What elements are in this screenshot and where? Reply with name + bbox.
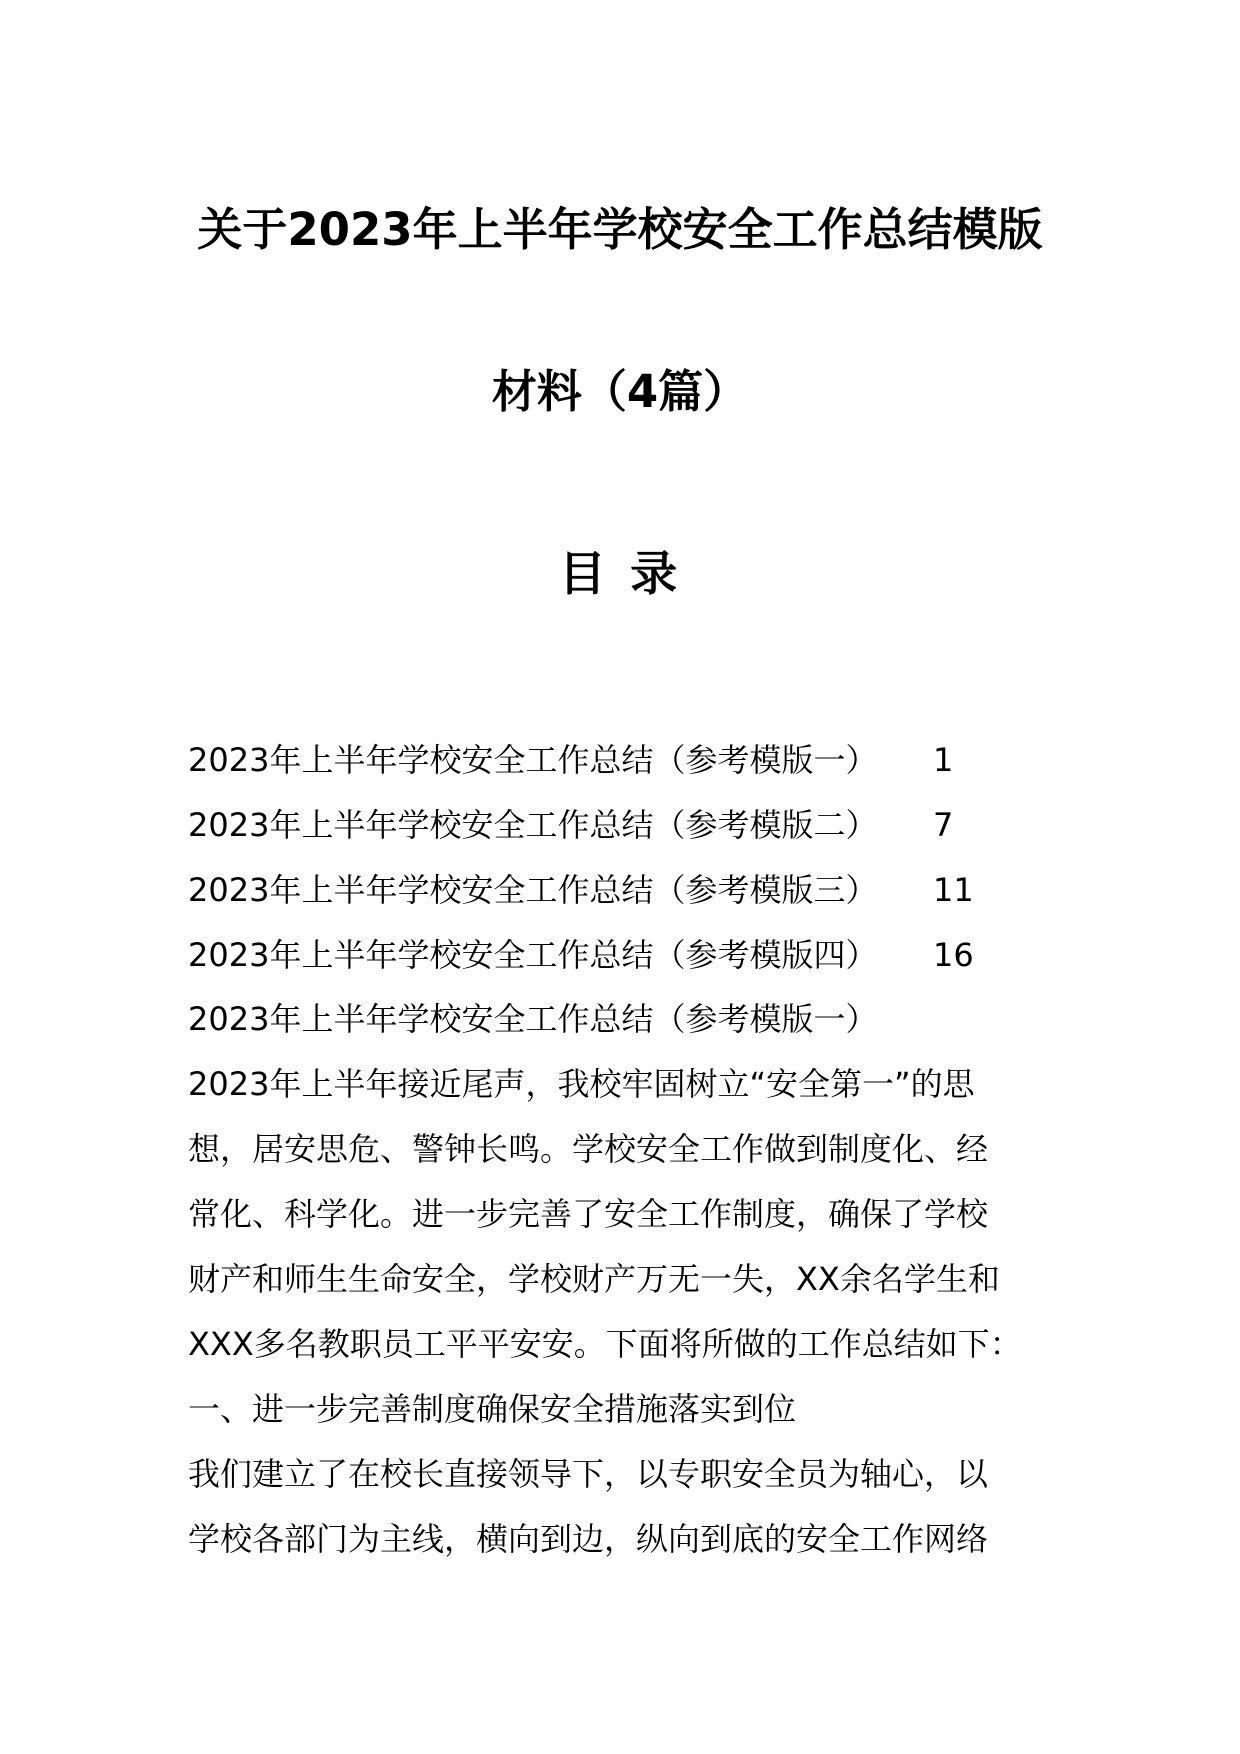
paragraph-line: 我们建立了在校长直接领导下，以专职安全员为轴心，以: [188, 1455, 989, 1493]
paragraph-line: 想，居安思危、警钟长鸣。学校安全工作做到制度化、经: [188, 1130, 989, 1168]
section-heading: 2023年上半年学校安全工作总结（参考模版一）: [188, 1000, 878, 1038]
toc-entry-page: 11: [933, 871, 974, 909]
toc-heading: 目 录: [558, 547, 682, 602]
toc-entry-page: 1: [933, 741, 954, 779]
paragraph-line: 2023年上半年接近尾声，我校牢固树立“安全第一”的思: [188, 1065, 975, 1103]
toc-entry-title: 2023年上半年学校安全工作总结（参考模版四）: [188, 936, 878, 974]
toc-entry-title: 2023年上半年学校安全工作总结（参考模版二）: [188, 806, 878, 844]
table-of-contents: [188, 728, 1048, 988]
document-title-line-1: 关于2023年上半年学校安全工作总结模版: [197, 203, 1043, 256]
toc-entry-title: 2023年上半年学校安全工作总结（参考模版一）: [188, 741, 878, 779]
toc-entry[interactable]: [188, 728, 1048, 793]
toc-entry-page: 7: [933, 806, 954, 844]
document-title-line-2: 材料（4篇）: [491, 365, 749, 418]
paragraph-line: 财产和师生生命安全，学校财产万无一失，XX余名学生和: [188, 1260, 1000, 1298]
toc-entry[interactable]: [188, 923, 1048, 988]
subsection-heading: 一、进一步完善制度确保安全措施落实到位: [188, 1390, 797, 1428]
paragraph-line: 学校各部门为主线，横向到边，纵向到底的安全工作网络: [188, 1520, 989, 1558]
paragraph-line: XXX多名教职员工平平安安。下面将所做的工作总结如下：: [188, 1325, 1022, 1363]
toc-entry-page: 16: [933, 936, 974, 974]
toc-entry[interactable]: [188, 793, 1048, 858]
paragraph-line: 常化、科学化。进一步完善了安全工作制度，确保了学校: [188, 1195, 989, 1233]
toc-entry[interactable]: [188, 858, 1048, 923]
toc-entry-title: 2023年上半年学校安全工作总结（参考模版三）: [188, 871, 878, 909]
